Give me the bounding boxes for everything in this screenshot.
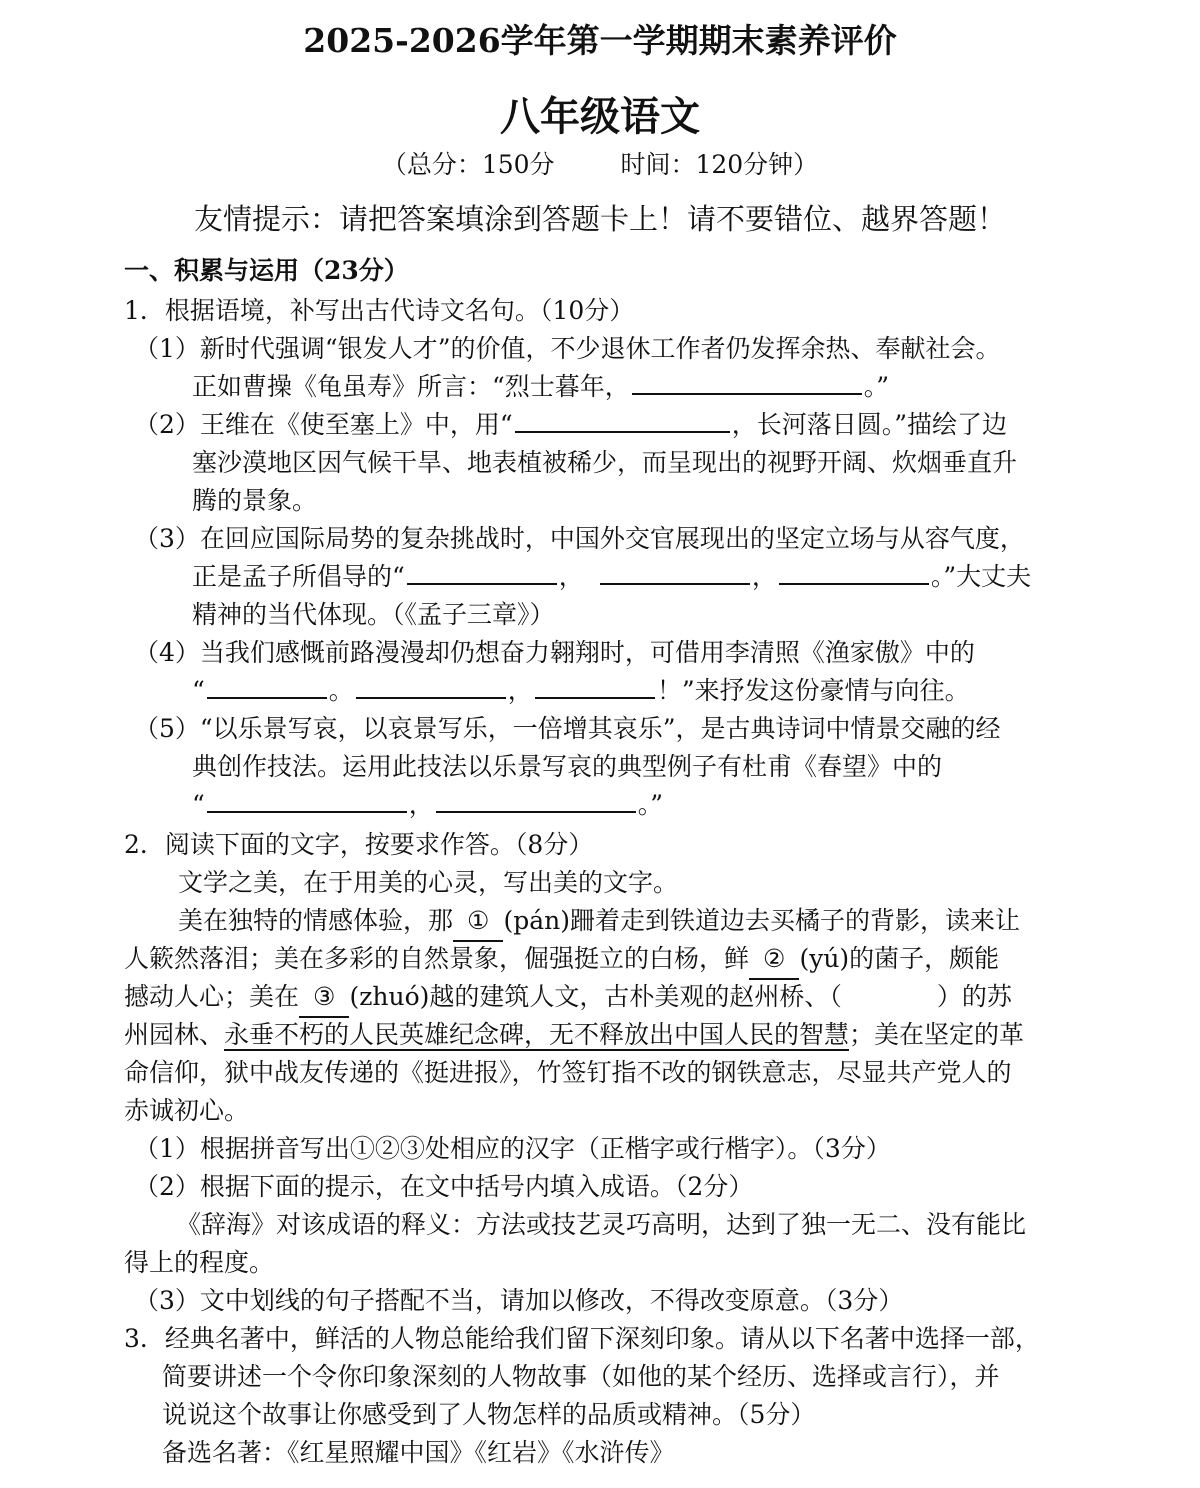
exam-time: 时间：120分钟）	[620, 150, 819, 179]
section-heading: 一、积累与运用（23分）	[124, 256, 409, 285]
answer-blank[interactable]	[600, 559, 750, 585]
question-3-line2: 简要讲述一个令你印象深刻的人物故事（如他的某个经历、选择或言行），并	[162, 1362, 1000, 1391]
q2-sub3: （3）文中划线的句子搭配不当，请加以修改，不得改变原意。（3分）	[134, 1286, 904, 1315]
q1-part5-line2: 典创作技法。运用此技法以乐景写哀的典型例子有杜甫《春望》中的	[192, 752, 943, 781]
q2-text-line1: 文学之美，在于用美的心灵，写出美的文字。	[178, 868, 679, 897]
q1-part5-line1: （5）“以乐景写哀，以哀景写乐，一倍增其哀乐”，是古典诗词中情景交融的经	[134, 714, 1001, 743]
q1-part1-line1: （1）新时代强调“银发人才”的价值，不少退休工作者仍发挥余热、奉献社会。	[134, 334, 1001, 363]
q2-text-line7: 赤诚初心。	[124, 1096, 250, 1125]
answer-blank[interactable]	[207, 673, 327, 699]
answer-blank[interactable]	[515, 407, 730, 433]
question-1-stem: 1．根据语境，补写出古代诗文名句。（10分）	[124, 296, 635, 325]
friendly-tip: 友情提示：请把答案填涂到答题卡上！请不要错位、越界答题！	[193, 202, 1006, 236]
underlined-sentence: 永垂不朽的人民英雄纪念碑，无不释放出中国人民的智慧	[224, 1020, 850, 1049]
q1-part3-line3: 精神的当代体现。（《孟子三章》）	[192, 600, 555, 629]
answer-blank[interactable]	[207, 787, 407, 813]
question-3-books: 备选名著：《红星照耀中国》《红岩》《水浒传》	[162, 1438, 675, 1467]
question-2-stem: 2．阅读下面的文字，按要求作答。（8分）	[124, 830, 594, 859]
q2-sub2-hint1: 《辞海》对该成语的释义：方法或技艺灵巧高明，达到了独一无二、没有能比	[176, 1210, 1027, 1239]
q2-text-line5: 州园林、永垂不朽的人民英雄纪念碑，无不释放出中国人民的智慧；美在坚定的革	[124, 1020, 1025, 1049]
q1-part1-line2: 正如曹操《龟虽寿》所言：“烈士暮年， 。”	[192, 368, 889, 406]
exam-title: 2025-2026学年第一学期期末素养评价	[303, 21, 897, 60]
total-score: （总分：150分	[381, 150, 555, 179]
q2-text-line4: 撼动人心；美在 ③ (zhuó)越的建筑人文，古朴美观的赵州桥、（ ）的苏	[124, 978, 1012, 1018]
blank-1[interactable]: ①	[453, 902, 503, 942]
question-3-line3: 说说这个故事让你感受到了人物怎样的品质或精神。（5分）	[162, 1400, 816, 1429]
q2-sub2: （2）根据下面的提示，在文中括号内填入成语。（2分）	[134, 1172, 754, 1201]
q1-part3-line2: 正是孟子所倡导的“ ， ， 。”大丈夫	[192, 558, 1031, 596]
q1-part4-line2: “ 。 ， ！”来抒发这份豪情与向往。	[192, 672, 970, 710]
answer-blank[interactable]	[407, 559, 557, 585]
blank-2[interactable]: ②	[749, 940, 799, 980]
question-3-line1: 3．经典名著中，鲜活的人物总能给我们留下深刻印象。请从以下名著中选择一部，	[124, 1324, 1040, 1353]
q1-part2-line3: 腾的景象。	[192, 486, 318, 515]
q2-text-line3: 人簌然落泪；美在多彩的自然景象，倔强挺立的白杨，鲜 ② (yú)的菌子，颇能	[124, 940, 999, 980]
q2-sub1: （1）根据拼音写出①②③处相应的汉字（正楷字或行楷字）。（3分）	[134, 1134, 891, 1163]
answer-blank[interactable]	[535, 673, 655, 699]
blank-3[interactable]: ③	[299, 978, 349, 1018]
q2-text-line6: 命信仰，狱中战友传递的《挺进报》，竹签钉指不改的钢铁意志，尽显共产党人的	[124, 1058, 1012, 1087]
q1-part4-line1: （4）当我们感慨前路漫漫却仍想奋力翱翔时，可借用李清照《渔家傲》中的	[134, 638, 975, 667]
answer-blank[interactable]	[779, 559, 929, 585]
answer-blank[interactable]	[632, 369, 862, 395]
answer-blank[interactable]	[356, 673, 506, 699]
q2-text-line2: 美在独特的情感体验，那 ① (pán)跚着走到铁道边去买橘子的背影，读来让	[178, 902, 1020, 942]
answer-blank[interactable]	[436, 787, 636, 813]
q1-part3-line1: （3）在回应国际局势的复杂挑战时，中国外交官展现出的坚定立场与从容气度，	[134, 524, 1025, 553]
q1-part5-line3: “ ， 。”	[192, 786, 663, 824]
exam-info	[0, 146, 1200, 184]
q1-part2-line2: 塞沙漠地区因气候干旱、地表植被稀少，而呈现出的视野开阔、炊烟垂直升	[192, 448, 1018, 477]
q1-part2-line1: （2）王维在《使至塞上》中，用“ ，长河落日圆。”描绘了边	[134, 406, 1007, 444]
subject-title: 八年级语文	[500, 93, 700, 140]
q2-sub2-hint2: 得上的程度。	[124, 1248, 275, 1277]
